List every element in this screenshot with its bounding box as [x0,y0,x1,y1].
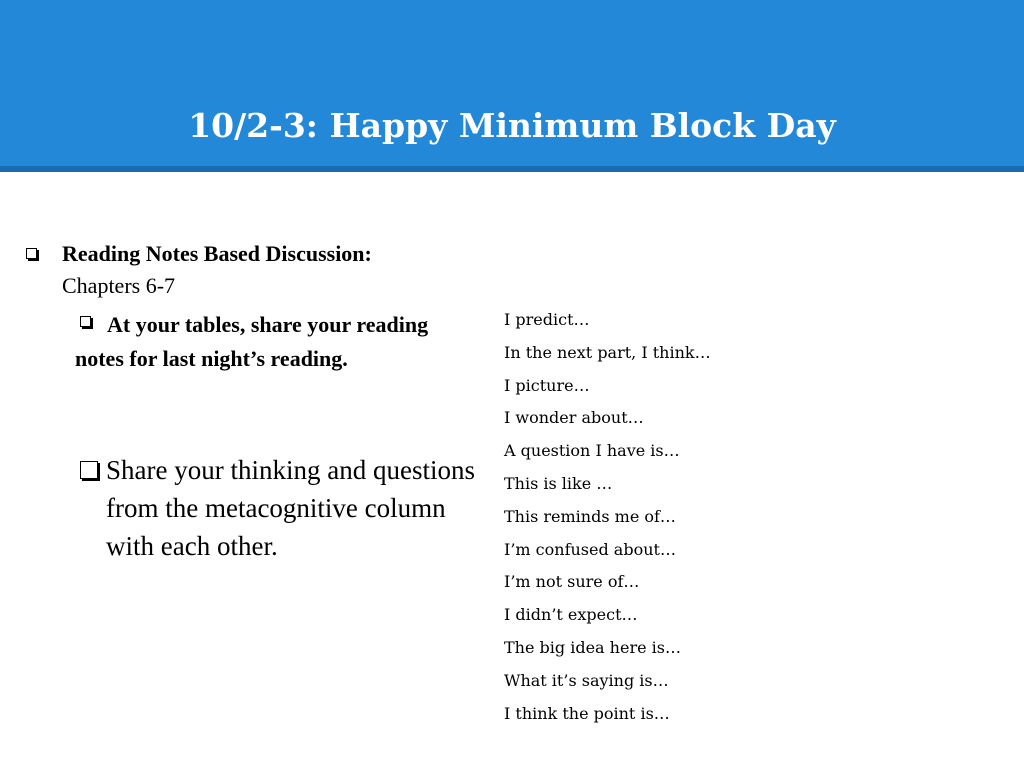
sentence-stem: This reminds me of… [504,506,676,526]
sentence-stem: In the next part, I think… [504,342,711,362]
sentence-stem: This is like … [504,473,613,493]
sub-bullet-share-notes-text: At your tables, share your reading notes for last night’s reading. [75,312,429,371]
sentence-stem: I think the point is… [504,703,670,723]
sentence-stem: What it’s saying is… [504,670,669,690]
sentence-stems-list [504,304,711,730]
sentence-stem: A question I have is… [504,441,680,461]
slide-title: 10/2-3: Happy Minimum Block Day [188,106,836,145]
bullet-heading: Reading Notes Based Discussion: [62,241,372,266]
sentence-stem: I didn’t expect… [504,605,638,625]
sentence-stem: I’m not sure of… [504,572,640,592]
checkbox-bullet-icon [80,461,98,479]
checkbox-bullet-icon [26,248,37,259]
sentence-stem: I picture… [504,375,590,395]
sentence-stem: I predict… [504,310,590,329]
sentence-stem: I’m confused about… [504,539,676,559]
sentence-stem: The big idea here is… [504,637,681,657]
sub-bullet-share-notes [75,308,475,376]
sentence-stem: I wonder about… [504,408,644,428]
title-banner-rule [0,166,1024,172]
bullet-subtext: Chapters 6-7 [62,273,176,298]
sub-bullet-share-thinking: Share your thinking and questions from the metacognitive column with each other. [106,455,475,561]
